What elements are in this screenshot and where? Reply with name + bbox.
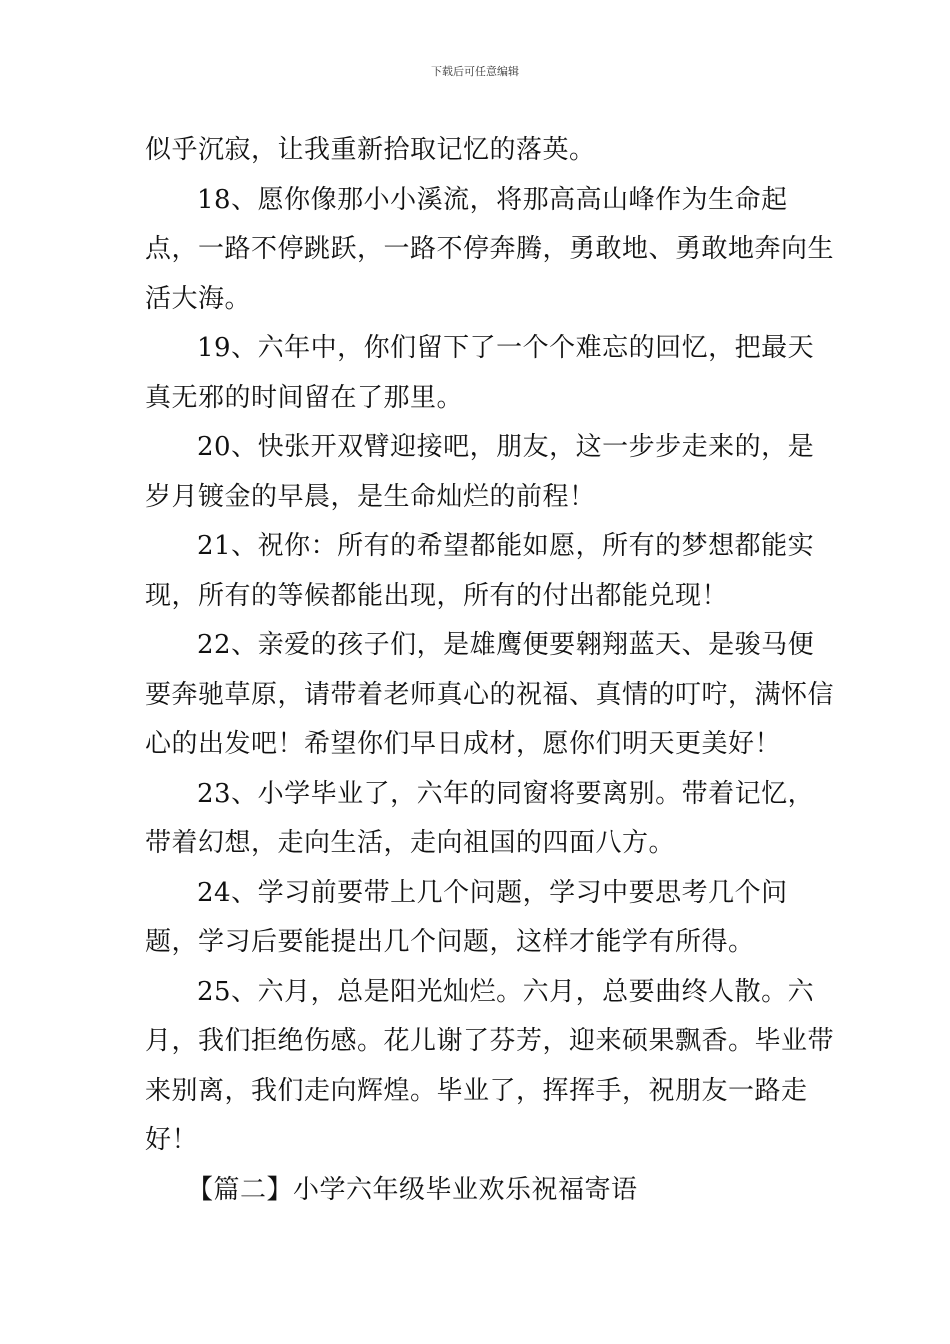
paragraph-item-18: 18、愿你像那小小溪流，将那高高山峰作为生命起点，一路不停跳跃，一路不停奔腾，勇敢地、勇敢地奔向生活大海。 [145,184,835,314]
paragraph-item-23: 23、小学毕业了，六年的同窗将要离别。带着记忆，带着幻想，走向生活，走向祖国的四面八方。 [145,778,815,858]
paragraph-continuation: 似乎沉寂，让我重新拾取记忆的落英。 [145,135,596,165]
document-body [145,126,835,1215]
paragraph-item-25: 25、六月，总是阳光灿烂。六月，总要曲终人散。六月，我们拒绝伤感。花儿谢了芬芳，迎来硕果飘香。毕业带来别离，我们走向辉煌。毕业了，挥挥手，祝朋友一路走好！ [145,976,835,1155]
paragraph-item-22: 22、亲爱的孩子们，是雄鹰便要翱翔蓝天、是骏马便要奔驰草原，请带着老师真心的祝福、真情的叮咛，满怀信心的出发吧！希望你们早日成材，愿你们明天更美好！ [145,630,835,759]
paragraph-item-19: 19、六年中，你们留下了一个个难忘的回忆，把最天真无邪的时间留在了那里。 [145,333,815,413]
page-header-note: 下载后可任意编辑 [431,65,519,78]
paragraph-item-21: 21、祝你：所有的希望都能如愿，所有的梦想都能实现，所有的等候都能出现，所有的付出都能兑现！ [145,531,815,611]
paragraph-item-24: 24、学习前要带上几个问题，学习中要思考几个问题，学习后要能提出几个问题，这样才能学有所得。 [145,877,788,957]
section-title: 【篇二】小学六年级毕业欢乐祝福寄语 [187,1174,638,1205]
paragraph-item-20: 20、快张开双臂迎接吧，朋友，这一步步走来的，是岁月镀金的早晨，是生命灿烂的前程！ [145,432,815,512]
